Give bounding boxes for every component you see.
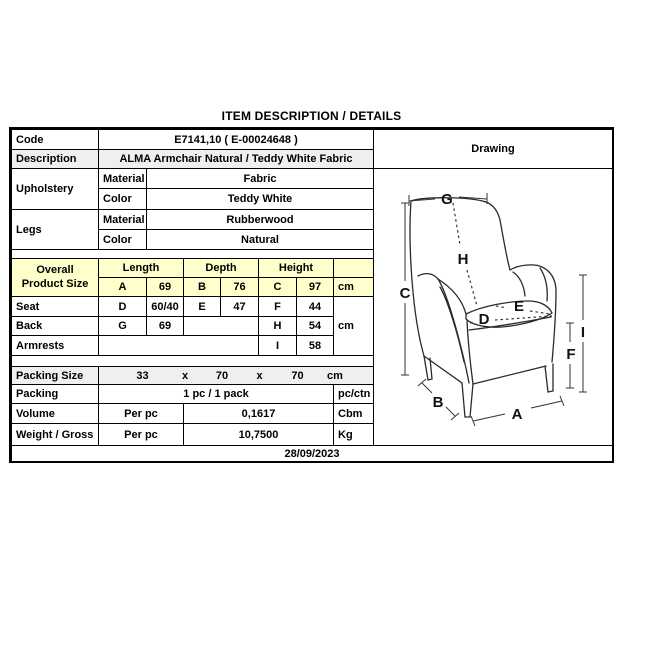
weight-basis: Per pc — [98, 423, 184, 446]
legs-color-value: Natural — [146, 229, 374, 250]
dim-i-value: 58 — [296, 335, 334, 356]
volume-basis: Per pc — [98, 403, 184, 424]
packing-size-w: 33 — [136, 369, 149, 382]
packing-unit: pc/ctn — [333, 384, 374, 404]
volume-unit: Cbm — [333, 403, 374, 424]
dim-label-d: D — [478, 311, 490, 328]
dim-label-h: H — [457, 251, 469, 268]
dim-d-key: D — [98, 296, 147, 317]
upholstery-label: Upholstery — [11, 168, 99, 210]
dim-g-value: 69 — [146, 316, 184, 336]
weight-unit: Kg — [333, 423, 374, 446]
dim-h-key: H — [258, 316, 297, 336]
dim-e-value: 47 — [220, 296, 259, 317]
volume-label: Volume — [11, 403, 99, 424]
upholstery-material-value: Fabric — [146, 168, 374, 189]
dim-label-f: F — [566, 346, 576, 363]
dim-label-g: G — [441, 191, 453, 208]
dim-b-value: 76 — [220, 277, 259, 297]
legs-color-label: Color — [98, 229, 147, 250]
upholstery-material-label: Material — [98, 168, 147, 189]
code-label: Code — [11, 129, 99, 150]
dim-a-key: A — [98, 277, 147, 297]
dim-f-value: 44 — [296, 296, 334, 317]
upholstery-color-label: Color — [98, 188, 147, 210]
dim-b-key: B — [183, 277, 221, 297]
packing-size-values — [98, 366, 374, 385]
date-cell: 28/09/2023 — [11, 445, 613, 462]
size-col-depth: Depth — [183, 258, 259, 278]
size-section-header: Overall Product Size — [11, 258, 99, 297]
packing-size-h: 70 — [291, 369, 304, 382]
description-label: Description — [11, 149, 99, 169]
size-col-length: Length — [98, 258, 184, 278]
dim-c-value: 97 — [296, 277, 334, 297]
packing-size-unit: cm — [327, 369, 343, 382]
legs-material-label: Material — [98, 209, 147, 230]
dim-label-b: B — [432, 394, 444, 411]
weight-label: Weight / Gross — [11, 423, 99, 446]
size-unit-merged: cm — [333, 296, 374, 356]
dim-i-key: I — [258, 335, 297, 356]
packing-size-sep: x — [256, 369, 263, 382]
weight-value: 10,7500 — [183, 423, 334, 446]
overall-unit: cm — [333, 277, 374, 297]
dim-label-a: A — [511, 406, 523, 423]
drawing-cell — [373, 168, 613, 446]
packing-value: 1 pc / 1 pack — [98, 384, 334, 404]
packing-label: Packing — [11, 384, 99, 404]
packing-size-sep: x — [181, 369, 189, 382]
armchair-outline — [410, 198, 556, 417]
legs-label: Legs — [11, 209, 99, 250]
volume-value: 0,1617 — [183, 403, 334, 424]
armrests-label: Armrests — [11, 335, 99, 356]
back-label: Back — [11, 316, 99, 336]
page-title: ITEM DESCRIPTION / DETAILS — [221, 109, 402, 123]
packing-size-d: 70 — [215, 369, 229, 382]
dim-label-e: E — [513, 298, 525, 315]
size-col-unit-empty — [333, 258, 374, 278]
upholstery-color-value: Teddy White — [146, 188, 374, 210]
dim-h-value: 54 — [296, 316, 334, 336]
dim-f-key: F — [258, 296, 297, 317]
dim-label-i: I — [580, 324, 586, 341]
dim-label-c: C — [399, 285, 411, 302]
description-value: ALMA Armchair Natural / Teddy White Fabric — [98, 149, 374, 169]
dim-a-value: 69 — [146, 277, 184, 297]
drawing-header: Drawing — [373, 129, 613, 169]
size-col-height: Height — [258, 258, 334, 278]
code-value: E7141,10 ( E-00024648 ) — [98, 129, 374, 150]
armchair-drawing — [374, 169, 612, 445]
dim-d-value: 60/40 — [146, 296, 184, 317]
back-empty-cell — [183, 316, 259, 336]
legs-material-value: Rubberwood — [146, 209, 374, 230]
packing-size-label: Packing Size — [11, 366, 99, 385]
dim-g-key: G — [98, 316, 147, 336]
dim-c-key: C — [258, 277, 297, 297]
dim-e-key: E — [183, 296, 221, 317]
seat-label: Seat — [11, 296, 99, 317]
armrests-empty-cell — [98, 335, 259, 356]
